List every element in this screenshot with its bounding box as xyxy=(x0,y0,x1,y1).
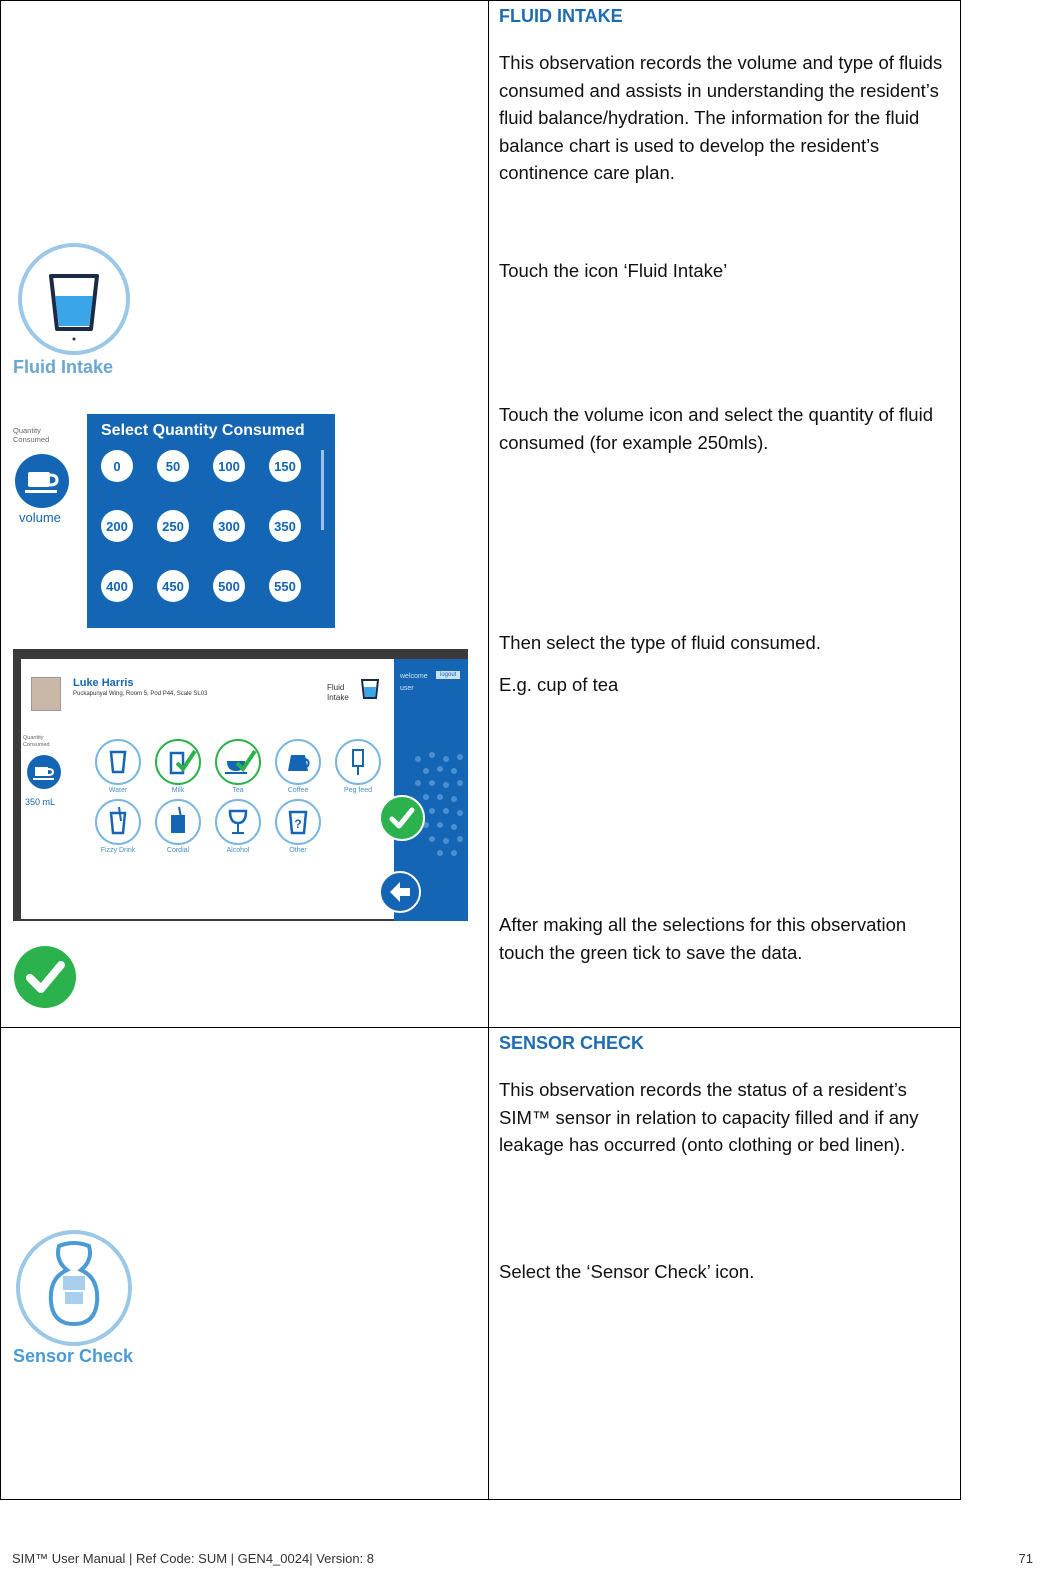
qty-cup-icon xyxy=(27,755,61,789)
quantity-option[interactable]: 400 xyxy=(101,570,133,602)
tablet-screenshot xyxy=(13,649,468,921)
quantity-side-label: Quantity Consumed xyxy=(13,426,50,444)
fluid-intake-intro: This observation records the volume and type of fluids consumed and assists in understanding the resident’s fluid balance/hydration. The information for the fluid balance chart is used to develop the resident’s continence care plan. xyxy=(499,52,943,183)
drink-label: Cordial xyxy=(166,847,190,854)
fluid-intake-images xyxy=(1,1,489,1027)
scrollbar[interactable] xyxy=(321,450,324,530)
sensor-check-step1: Select the ‘Sensor Check’ icon. xyxy=(499,1261,755,1282)
milk-icon[interactable] xyxy=(155,739,201,785)
quantity-option[interactable]: 100 xyxy=(213,450,245,482)
green-tick-icon xyxy=(13,945,77,1009)
back-arrow-button[interactable] xyxy=(379,871,421,913)
quantity-selector xyxy=(87,414,335,628)
welcome-text: welcome xyxy=(400,673,428,680)
fluid-intake-step3: Then select the type of fluid consumed. xyxy=(499,632,821,653)
drink-label: Milk xyxy=(171,787,185,794)
water-icon[interactable] xyxy=(95,739,141,785)
resident-photo xyxy=(31,677,61,711)
cordial-icon[interactable] xyxy=(155,799,201,845)
fluid-intake-text xyxy=(489,1,960,1027)
quantity-options xyxy=(101,450,311,602)
drink-label: Water xyxy=(108,787,128,794)
fizzy-drink-icon[interactable] xyxy=(95,799,141,845)
user-text: user xyxy=(400,685,414,692)
fluid-intake-step4: After making all the selections for this observation touch the green tick to save the data. xyxy=(499,914,907,963)
sensor-check-text xyxy=(489,1028,960,1499)
quantity-option[interactable]: 500 xyxy=(213,570,245,602)
peg-feed-icon[interactable] xyxy=(335,739,381,785)
sensor-check-heading: SENSOR CHECK xyxy=(499,1033,645,1053)
drink-label: Peg feed xyxy=(343,787,373,794)
quantity-panel-image xyxy=(13,414,335,628)
fluid-intake-step2: Touch the volume icon and select the quantity of fluid consumed (for example 250mls). xyxy=(499,404,933,453)
volume-label: volume xyxy=(19,510,61,525)
quantity-option[interactable]: 0 xyxy=(101,450,133,482)
drink-label: Tea xyxy=(232,787,244,794)
volume-cup-icon xyxy=(15,454,69,508)
resident-name: Luke Harris xyxy=(73,677,134,689)
alcohol-icon[interactable] xyxy=(215,799,261,845)
resident-location: Puckapunyal Wing, Room 5, Pod P44, Scale SL03 xyxy=(73,691,208,697)
other-drink-icon[interactable] xyxy=(275,799,321,845)
sensor-check-row xyxy=(1,1028,960,1499)
fluid-intake-step3-example: E.g. cup of tea xyxy=(499,674,619,695)
sensor-check-icon xyxy=(11,1220,137,1370)
drink-label: Coffee xyxy=(287,787,309,794)
sensor-check-intro: This observation records the status of a resident’s SIM™ sensor in relation to capacity filled and if any leakage has occurred (onto clothing or bed linen). xyxy=(499,1079,919,1155)
quantity-option[interactable]: 350 xyxy=(269,510,301,542)
quantity-option[interactable]: 300 xyxy=(213,510,245,542)
page-footer: SIM™ User Manual | Ref Code: SUM | GEN4_0024| Version: 8 xyxy=(12,1551,375,1566)
screen-main xyxy=(21,659,394,919)
drink-label: Alcohol xyxy=(226,847,250,854)
svg-text:?: ? xyxy=(294,817,302,831)
page-number: 71 xyxy=(1018,1551,1033,1566)
fluid-intake-row xyxy=(1,1,960,1028)
fluid-intake-heading: FLUID INTAKE xyxy=(499,6,623,26)
quantity-option[interactable]: 50 xyxy=(157,450,189,482)
quantity-option[interactable]: 150 xyxy=(269,450,301,482)
save-tick-button[interactable] xyxy=(379,795,425,841)
sensor-check-images xyxy=(1,1028,489,1499)
quantity-option[interactable]: 250 xyxy=(157,510,189,542)
quantity-option[interactable]: 200 xyxy=(101,510,133,542)
fluid-intake-icon xyxy=(11,241,137,381)
fluid-intake-icon-label: Fluid Intake xyxy=(13,357,114,377)
coffee-icon[interactable] xyxy=(275,739,321,785)
quantity-selector-title: Select Quantity Consumed xyxy=(101,422,305,439)
header-icon-label: Fluid Intake xyxy=(327,683,349,702)
quantity-option[interactable]: 550 xyxy=(269,570,301,602)
quantity-option[interactable]: 450 xyxy=(157,570,189,602)
qty-label: Quantity Consumed xyxy=(23,735,50,748)
logout-button[interactable]: logout xyxy=(436,671,460,679)
fluid-intake-step1: Touch the icon ‘Fluid Intake’ xyxy=(499,260,728,281)
drink-label: Fizzy Drink xyxy=(100,847,136,854)
drink-label: Other xyxy=(289,847,307,854)
header-cup-icon xyxy=(361,679,379,699)
qty-value: 350 mL xyxy=(25,797,56,807)
sensor-check-icon-label: Sensor Check xyxy=(13,1346,134,1366)
tea-icon[interactable] xyxy=(215,739,261,785)
